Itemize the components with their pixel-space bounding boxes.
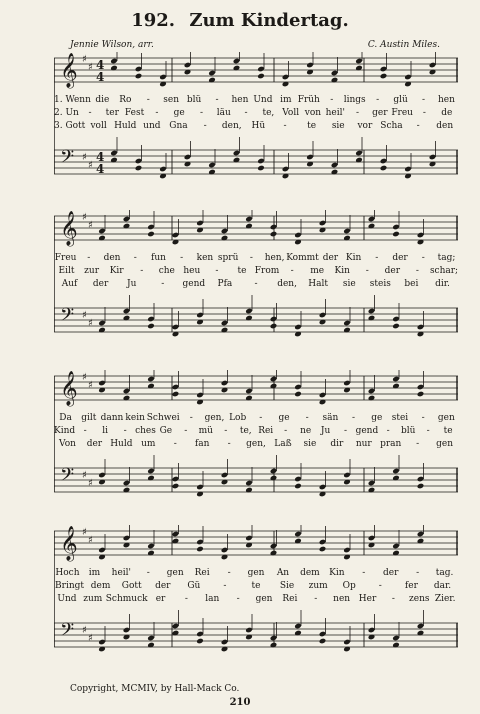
time-signature: 4 <box>96 150 105 164</box>
lyric-syllable: tag; <box>437 253 456 263</box>
lyric-syllable: mü <box>198 426 213 436</box>
lyrics-block <box>54 94 458 133</box>
lyric-syllable: ge <box>173 108 185 118</box>
sharp-icon: ♯ <box>82 310 87 321</box>
lyric-syllable: - <box>215 95 219 105</box>
lyric-syllable: Fest <box>124 108 145 118</box>
note-head <box>172 483 180 490</box>
lyric-line <box>54 412 458 425</box>
treble-clef-icon: 𝄞 <box>60 53 78 88</box>
lyric-syllable: - <box>356 108 360 118</box>
lyrics-block <box>54 252 458 291</box>
sharp-icon: ♯ <box>88 380 93 391</box>
lyric-line <box>54 107 458 120</box>
lyric-syllable: Sie <box>279 581 295 591</box>
lyric-syllable: - <box>391 594 395 604</box>
lyric-syllable: bei <box>404 279 419 289</box>
lyric-syllable: Gna <box>169 121 188 131</box>
lyric-syllable: - <box>123 426 127 436</box>
lyric-syllable: lings <box>343 95 366 105</box>
lyric-syllable: sie <box>303 439 317 449</box>
lyric-syllable: Rei <box>258 426 274 436</box>
lyric-syllable: - <box>189 413 193 423</box>
page-number: 210 <box>229 697 251 708</box>
hymn-number: 192. <box>131 10 176 31</box>
lyric-syllable: - <box>254 279 258 289</box>
lyric-syllable: Ju <box>126 279 137 289</box>
lyric-syllable: Auf <box>61 279 78 289</box>
lyric-syllable: te, <box>239 426 252 436</box>
music-system-1 <box>54 52 458 182</box>
lyric-syllable: die <box>95 95 110 105</box>
lyric-syllable: - <box>146 95 150 105</box>
lyric-syllable: gend <box>182 279 206 289</box>
lyric-syllable: er <box>155 594 166 604</box>
lyric-syllable: ken <box>196 253 214 263</box>
lyric-syllable: ches <box>135 426 156 436</box>
lyric-syllable: - <box>283 121 287 131</box>
lyric-syllable: - <box>362 568 366 578</box>
lyric-line <box>54 120 458 133</box>
lyric-syllable: - <box>87 253 91 263</box>
lyric-syllable: - <box>133 253 137 263</box>
lyric-syllable: Hü <box>251 121 266 131</box>
lyric-syllable: der <box>86 439 103 449</box>
lyric-syllable: - <box>184 426 188 436</box>
music-system-2 <box>54 210 458 340</box>
lyric-syllable: Und <box>57 594 77 604</box>
lyric-syllable: fan <box>194 439 210 449</box>
lyric-syllable: gen, <box>204 413 225 423</box>
lyric-syllable: pran <box>380 439 402 449</box>
lyric-syllable: - <box>223 581 227 591</box>
lyric-syllable: dar. <box>433 581 452 591</box>
lyric-syllable: blü <box>186 95 202 105</box>
lyric-syllable: - <box>421 95 425 105</box>
lyric-syllable: hen <box>437 95 455 105</box>
lyric-syllable: che <box>158 266 175 276</box>
copyright-notice: Copyright, MCMIV, by Hall-Mack Co. <box>70 684 240 694</box>
arranger-credit: Jennie Wilson, arr. <box>70 40 154 50</box>
lyric-syllable: sen <box>163 95 180 105</box>
lyric-syllable: den, <box>221 121 242 131</box>
composer-credit: C. Austin Miles. <box>367 40 440 50</box>
lyric-syllable: läu <box>216 108 231 118</box>
bass-clef-icon: 𝄢 <box>60 305 75 330</box>
lyric-syllable: schar; <box>429 266 459 276</box>
lyric-line <box>54 265 458 278</box>
lyric-syllable: ger <box>372 108 388 118</box>
lyric-syllable: der <box>155 581 171 591</box>
music-system-3 <box>54 370 458 500</box>
lyric-line <box>54 425 458 438</box>
sharp-icon: ♯ <box>82 152 87 163</box>
lyric-syllable: - <box>203 121 207 131</box>
hymn-header <box>0 10 480 31</box>
lyric-syllable: fun <box>151 253 166 263</box>
lyric-syllable: Laß <box>274 439 292 449</box>
lyric-syllable: - <box>344 426 348 436</box>
lyric-syllable: Pfa <box>217 279 233 289</box>
note-head <box>319 546 327 553</box>
lyric-syllable: te <box>251 581 261 591</box>
lyric-syllable: Schmuck <box>105 594 148 604</box>
note-head <box>135 73 143 80</box>
lyric-syllable: Rei <box>282 594 298 604</box>
lyric-syllable: - <box>83 426 87 436</box>
lyric-syllable: ge <box>278 413 290 423</box>
lyric-syllable: Voll <box>282 108 300 118</box>
note-head <box>257 165 265 172</box>
lyric-syllable: hen, <box>264 253 285 263</box>
lyric-syllable: blü <box>400 426 416 436</box>
music-system-4 <box>54 525 458 655</box>
lyric-syllable: Kin <box>329 568 345 578</box>
lyric-syllable: hen <box>231 95 249 105</box>
lyric-syllable: der <box>392 253 408 263</box>
lyric-syllable: gen <box>437 413 455 423</box>
lyric-syllable: glü <box>393 95 408 105</box>
lyric-syllable: von <box>304 108 322 118</box>
lyric-syllable: dann <box>100 413 124 423</box>
lyric-line <box>54 438 458 451</box>
lyric-syllable: heil' <box>111 568 132 578</box>
lyric-syllable: sie <box>331 121 345 131</box>
lyric-line <box>54 593 458 606</box>
lyric-syllable: heil' <box>325 108 345 118</box>
lyric-syllable: - <box>224 426 228 436</box>
lyric-syllable: gilt <box>81 413 97 423</box>
lyric-syllable: Von <box>59 439 76 449</box>
lyric-syllable: - <box>146 568 150 578</box>
lyric-line <box>54 567 458 580</box>
lyric-syllable: me <box>310 266 325 276</box>
lyric-syllable: dem <box>300 568 320 578</box>
lyric-syllable: - <box>140 266 144 276</box>
lyric-syllable: Kin <box>334 266 350 276</box>
lyric-syllable: den, <box>277 279 297 289</box>
lyric-syllable: Halt <box>308 279 329 289</box>
bass-clef-icon: 𝄢 <box>60 465 75 490</box>
lyric-syllable: dir <box>330 439 344 449</box>
lyric-syllable: nen <box>333 594 351 604</box>
note-head <box>294 391 302 398</box>
lyric-syllable: - <box>416 439 420 449</box>
lyric-syllable: From <box>254 266 280 276</box>
sharp-icon: ♯ <box>82 470 87 481</box>
treble-clef-icon: 𝄞 <box>60 211 78 246</box>
sharp-icon: ♯ <box>88 633 93 644</box>
lyric-syllable: - <box>88 108 92 118</box>
lyric-syllable: Zier. <box>434 594 456 604</box>
lyric-syllable: lan <box>205 594 220 604</box>
sharp-icon: ♯ <box>88 220 93 231</box>
lyric-syllable: gend <box>355 426 379 436</box>
lyric-syllable: sän <box>322 413 339 423</box>
lyrics-block <box>54 412 458 451</box>
lyric-syllable: - <box>180 253 184 263</box>
lyric-syllable: - <box>199 108 203 118</box>
lyric-line <box>54 580 458 593</box>
lyric-syllable: vor <box>357 121 373 131</box>
sharp-icon: ♯ <box>88 535 93 546</box>
note-head <box>380 73 388 80</box>
lyric-syllable: Ge <box>159 426 173 436</box>
lyric-syllable: - <box>244 108 248 118</box>
sharp-icon: ♯ <box>82 372 87 383</box>
lyric-syllable: Da <box>59 413 72 423</box>
lyric-syllable: - <box>314 594 318 604</box>
lyric-syllable: sprü <box>217 253 239 263</box>
lyric-syllable: der <box>322 253 339 263</box>
lyric-syllable: An <box>276 568 290 578</box>
lyric-syllable: de <box>441 108 453 118</box>
lyrics-block <box>54 567 458 606</box>
lyric-syllable: - <box>227 439 231 449</box>
lyric-syllable: te, <box>262 108 275 118</box>
lyric-syllable: Lob <box>229 413 247 423</box>
lyric-syllable: - <box>236 594 240 604</box>
lyric-syllable: den <box>103 253 121 263</box>
lyric-syllable: ge <box>371 413 383 423</box>
lyric-syllable: gen, <box>246 439 266 449</box>
note-head <box>135 165 143 172</box>
lyric-syllable: im <box>280 95 292 105</box>
lyric-syllable: Und <box>253 95 273 105</box>
lyric-syllable: - <box>227 568 231 578</box>
note-head <box>392 323 400 330</box>
lyric-syllable: Eilt <box>58 266 75 276</box>
lyric-syllable: - <box>386 426 390 436</box>
note-head <box>319 638 327 645</box>
lyric-syllable: ne <box>300 426 312 436</box>
lyric-syllable: Scha <box>380 121 403 131</box>
lyric-syllable: gen <box>255 594 273 604</box>
lyric-syllable: nur <box>355 439 372 449</box>
lyric-syllable: 1. Wenn <box>54 95 91 105</box>
lyric-syllable: zum <box>83 594 103 604</box>
lyric-syllable: heu <box>183 266 201 276</box>
note-head <box>294 483 302 490</box>
lyric-syllable: um <box>141 439 156 449</box>
note-head <box>257 73 265 80</box>
lyric-syllable: dir. <box>435 279 450 289</box>
lyric-syllable: - <box>352 413 356 423</box>
sharp-icon: ♯ <box>82 527 87 538</box>
lyric-syllable: stei <box>391 413 409 423</box>
lyric-syllable: te <box>443 426 453 436</box>
lyric-syllable: Gü <box>187 581 201 591</box>
lyric-syllable: - <box>416 568 420 578</box>
lyric-syllable: steis <box>369 279 391 289</box>
time-signature: 4 <box>96 58 105 72</box>
lyric-syllable: voll <box>90 121 107 131</box>
lyric-syllable: Ro <box>119 95 132 105</box>
lyric-syllable: - <box>173 439 177 449</box>
note-head <box>417 391 425 398</box>
lyric-syllable: zum <box>308 581 328 591</box>
lyric-syllable: - <box>421 413 425 423</box>
lyric-syllable: und <box>143 121 161 131</box>
lyric-syllable: Freu <box>54 253 77 263</box>
note-head <box>270 231 278 238</box>
lyric-syllable: sie <box>342 279 356 289</box>
lyric-syllable: fer <box>404 581 418 591</box>
lyric-syllable: - <box>305 413 309 423</box>
lyric-syllable: - <box>330 95 334 105</box>
lyric-line <box>54 252 458 265</box>
lyric-syllable: Ju <box>320 426 331 436</box>
sharp-icon: ♯ <box>82 625 87 636</box>
note-head <box>392 231 400 238</box>
lyric-line <box>54 94 458 107</box>
lyric-syllable: - <box>376 95 380 105</box>
lyric-syllable: - <box>416 121 420 131</box>
lyric-syllable: - <box>215 266 219 276</box>
note-head <box>147 323 155 330</box>
lyric-syllable: - <box>375 253 379 263</box>
lyric-syllable: - <box>378 581 382 591</box>
lyric-syllable: Kir <box>109 266 124 276</box>
lyric-syllable: Kind <box>54 426 76 436</box>
sharp-icon: ♯ <box>82 54 87 65</box>
note-head <box>196 638 204 645</box>
note-head <box>270 323 278 330</box>
lyric-syllable: - <box>426 426 430 436</box>
note-head <box>417 483 425 490</box>
note-head <box>380 165 388 172</box>
lyric-syllable: Huld <box>110 439 133 449</box>
lyric-syllable: zens <box>409 594 430 604</box>
lyric-syllable: gen <box>436 439 454 449</box>
lyric-syllable: den <box>436 121 454 131</box>
note-head <box>196 546 204 553</box>
lyric-syllable: ter <box>105 108 119 118</box>
lyric-syllable: te <box>307 121 317 131</box>
lyric-syllable: Op <box>342 581 356 591</box>
sharp-icon: ♯ <box>82 212 87 223</box>
lyric-syllable: Her <box>358 594 377 604</box>
lyric-syllable: Rei <box>194 568 210 578</box>
lyric-syllable: - <box>284 426 288 436</box>
lyric-syllable: Kommt <box>286 253 319 263</box>
lyric-syllable: - <box>290 266 294 276</box>
time-signature: 4 <box>96 162 105 176</box>
lyric-syllable: - <box>415 266 419 276</box>
lyric-syllable: 3. Gott <box>54 121 86 131</box>
lyric-syllable: Hoch <box>55 568 80 578</box>
lyric-syllable: - <box>259 413 263 423</box>
lyric-syllable: Schwei <box>146 413 180 423</box>
lyric-syllable: der <box>384 266 401 276</box>
lyric-syllable: im <box>88 568 101 578</box>
bass-clef-icon: 𝄢 <box>60 620 75 645</box>
lyric-syllable: kein <box>125 413 145 423</box>
treble-clef-icon: 𝄞 <box>60 371 78 406</box>
lyric-syllable: li <box>102 426 108 436</box>
sharp-icon: ♯ <box>88 62 93 73</box>
lyric-syllable: te <box>237 266 247 276</box>
sharp-icon: ♯ <box>88 478 93 489</box>
lyric-syllable: tag. <box>435 568 454 578</box>
lyric-syllable: - <box>155 108 159 118</box>
lyric-syllable: - <box>421 253 425 263</box>
bass-clef-icon: 𝄢 <box>60 147 75 172</box>
lyric-line <box>54 278 458 291</box>
lyric-syllable: Freu <box>391 108 413 118</box>
lyric-syllable: Kin <box>345 253 362 263</box>
sharp-icon: ♯ <box>88 160 93 171</box>
treble-clef-icon: 𝄞 <box>60 526 78 561</box>
sharp-icon: ♯ <box>88 318 93 329</box>
lyric-syllable: - <box>184 594 188 604</box>
lyric-syllable: gen <box>247 568 265 578</box>
note-head <box>147 231 155 238</box>
lyric-syllable: - <box>365 266 369 276</box>
lyric-syllable: Huld <box>114 121 137 131</box>
lyric-syllable: der <box>92 279 109 289</box>
lyric-syllable: - <box>161 279 165 289</box>
lyric-syllable: gen <box>166 568 184 578</box>
lyric-syllable: dem <box>90 581 111 591</box>
note-head <box>172 391 180 398</box>
lyric-syllable: - <box>249 253 253 263</box>
lyric-syllable: Gott <box>121 581 142 591</box>
time-signature: 4 <box>96 70 105 84</box>
lyric-syllable: zur <box>84 266 100 276</box>
lyric-syllable: der <box>383 568 399 578</box>
lyric-syllable: Bringt <box>55 581 85 591</box>
lyric-syllable: - <box>422 108 426 118</box>
hymn-title: Zum Kindertag. <box>189 10 349 31</box>
lyric-syllable: 2. Un <box>54 108 79 118</box>
lyric-syllable: Früh <box>297 95 320 105</box>
